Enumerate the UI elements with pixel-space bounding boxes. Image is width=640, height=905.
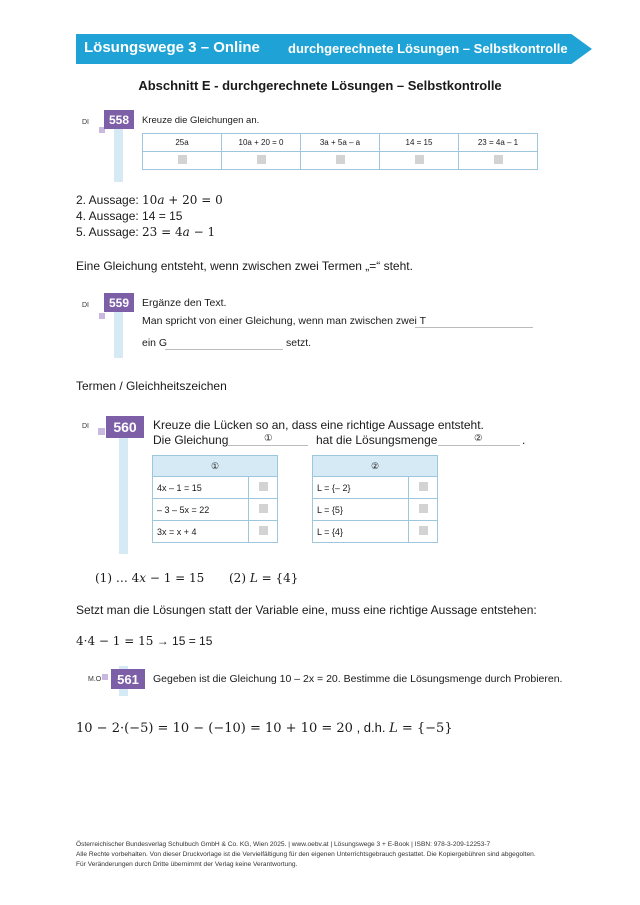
task-560-sentence-mid: hat die Lösungsmenge xyxy=(316,433,438,447)
table-row: L = {– 2} xyxy=(313,477,409,499)
blank-field[interactable] xyxy=(165,337,283,350)
table-2-header: ② xyxy=(313,456,438,477)
table-1-header: ① xyxy=(153,456,278,477)
task-560-accent xyxy=(98,428,105,435)
answer-560-part2: (2) 𝐿 = {4} xyxy=(229,571,299,585)
checkbox[interactable] xyxy=(257,155,266,164)
arrow-right-icon: → xyxy=(156,634,169,648)
task-560-number: 560 xyxy=(106,416,144,438)
answer-558-line1: 2. Aussage: 10𝑎 + 20 = 0 xyxy=(76,193,223,207)
task-560-instruction: Kreuze die Lücken so an, dass eine richtige Aussage entsteht. xyxy=(153,418,484,432)
task-561-instruction: Gegeben ist die Gleichung 10 – 2x = 20. Bestimme die Lösungsmenge durch Probieren. xyxy=(153,673,563,685)
task-558-item: 14 = 15 xyxy=(380,134,459,152)
blank-field[interactable] xyxy=(415,315,533,328)
task-558-item: 3a + 5a – a xyxy=(301,134,380,152)
explanation-558: Eine Gleichung entsteht, wenn zwischen zwei Termen „=“ steht. xyxy=(76,259,413,273)
task-560-marker1: ① xyxy=(264,433,273,444)
checkbox[interactable] xyxy=(259,504,268,513)
task-558-item: 25a xyxy=(143,134,222,152)
checkbox[interactable] xyxy=(178,155,187,164)
task-560-strip xyxy=(119,422,128,554)
table-row: L = {4} xyxy=(313,521,409,543)
task-559-line2-start: ein G xyxy=(142,337,168,349)
checkbox[interactable] xyxy=(419,482,428,491)
task-560-table-1 xyxy=(152,455,278,543)
task-560-sentence-start: Die Gleichung xyxy=(153,433,229,447)
task-561-accent xyxy=(102,674,108,680)
answer-558-line2: 4. Aussage: 14 = 15 xyxy=(76,209,183,223)
task-559-number: 559 xyxy=(104,293,134,312)
task-559-code: DI xyxy=(82,302,89,309)
task-561-number: 561 xyxy=(111,669,145,689)
task-559-instruction: Ergänze den Text. xyxy=(142,297,227,309)
task-561-code: M.O xyxy=(88,676,102,683)
checkbox[interactable] xyxy=(419,504,428,513)
task-560-sentence-end: . xyxy=(522,433,526,447)
task-558-table xyxy=(142,133,538,170)
table-row: L = {5} xyxy=(313,499,409,521)
checkbox[interactable] xyxy=(415,155,424,164)
task-560-code: DI xyxy=(82,423,89,430)
header-subtitle: durchgerechnete Lösungen – Selbstkontrolle xyxy=(288,41,568,56)
checkbox[interactable] xyxy=(259,482,268,491)
task-558-number: 558 xyxy=(104,110,134,129)
task-559-line1: Man spricht von einer Gleichung, wenn man zwischen zwei T xyxy=(142,315,427,327)
check-560: 4·4 − 1 = 15 → 15 = 15 xyxy=(76,634,213,648)
task-560-marker2: ② xyxy=(474,433,483,444)
checkbox[interactable] xyxy=(336,155,345,164)
task-558-instruction: Kreuze die Gleichungen an. xyxy=(142,115,260,126)
task-559-accent xyxy=(99,313,105,319)
answer-559: Termen / Gleichheitszeichen xyxy=(76,379,227,393)
task-558-item: 23 = 4a – 1 xyxy=(459,134,538,152)
task-558-item: 10a + 20 = 0 xyxy=(222,134,301,152)
task-559-line2-end: setzt. xyxy=(286,337,312,349)
checkbox[interactable] xyxy=(419,526,428,535)
table-row: – 3 – 5x = 22 xyxy=(153,499,249,521)
footer-line1: Österreichischer Bundesverlag Schulbuch GmbH & Co. KG, Wien 2025. | www.oebv.at | Lösungswege 3 + E-Book | ISBN: 978-3-209-12253-7 xyxy=(76,841,491,848)
task-558-code: DI xyxy=(82,119,89,126)
checkbox[interactable] xyxy=(259,526,268,535)
footer-line3: Für Veränderungen durch Dritte übernimmt der Verlag keine Verantwortung. xyxy=(76,861,298,868)
footer-line2: Alle Rechte vorbehalten. Von dieser Druckvorlage ist die Vervielfältigung für den eigenen Unterrichtsgebrauch gestattet. Die Kopiergebühren sind abgegolten. xyxy=(76,851,536,858)
answer-560-part1: (1) … 4𝑥 − 1 = 15 xyxy=(95,571,205,585)
explanation-560: Setzt man die Lösungen statt der Variable eine, muss eine richtige Aussage entstehen: xyxy=(76,603,537,617)
answer-558-line3: 5. Aussage: 23 = 4𝑎 − 1 xyxy=(76,225,216,239)
header-title: Lösungswege 3 – Online xyxy=(84,39,260,56)
table-row: 3x = x + 4 xyxy=(153,521,249,543)
checkbox[interactable] xyxy=(494,155,503,164)
answer-561: 10 − 2·(−5) = 10 − (−10) = 10 + 10 = 20 , d.h. 𝐿 = {−5} xyxy=(76,720,453,736)
table-row: 4x – 1 = 15 xyxy=(153,477,249,499)
section-title: Abschnitt E - durchgerechnete Lösungen – Selbstkontrolle xyxy=(138,78,502,93)
task-560-table-2 xyxy=(312,455,438,543)
